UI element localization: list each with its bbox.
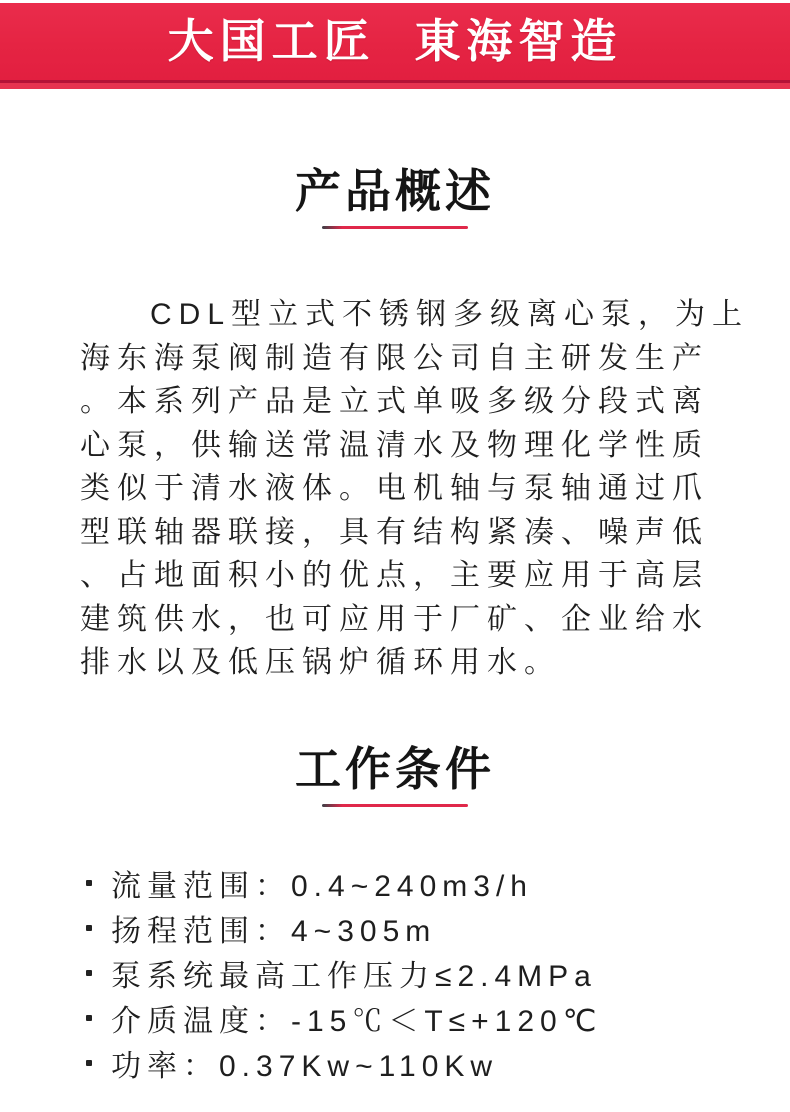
paragraph-line: 排水以及低压锅炉循环用水。 <box>80 646 561 679</box>
bullet-icon <box>86 925 92 931</box>
spec-item-label: 流量范围：0.4~240m3/h <box>111 870 533 903</box>
spec-item-label: 介质温度：-15℃＜T≤+120℃ <box>111 1005 603 1038</box>
paragraph-line: 建筑供水，也可应用于厂矿、企业给水 <box>80 602 709 636</box>
paragraph-line: CDL型立式不锈钢多级离心泵，为上 <box>150 298 750 331</box>
paragraph-line: 、占地面积小的优点，主要应用于高层 <box>80 559 709 592</box>
spec-list <box>86 861 790 1086</box>
brand-banner <box>0 3 790 80</box>
spec-item-power-range <box>86 1041 790 1086</box>
conditions-section-title: 工作条件 <box>295 742 495 795</box>
bullet-icon <box>86 1015 92 1021</box>
overview-section-title: 产品概述 <box>295 165 495 217</box>
paragraph-line: 类似于清水液体。电机轴与泵轴通过爪 <box>80 472 709 505</box>
overview-paragraph <box>80 293 750 685</box>
bullet-icon <box>86 880 92 886</box>
spec-item-label: 功率：0.37Kw~110Kw <box>111 1050 499 1083</box>
conditions-title-underline <box>322 804 468 807</box>
spec-item-max-pressure <box>86 951 790 996</box>
bullet-icon <box>86 970 92 976</box>
spec-item-medium-temperature <box>86 996 790 1041</box>
spec-item-label: 扬程范围：4~305m <box>111 915 437 948</box>
paragraph-line: 海东海泵阀制造有限公司自主研发生产 <box>80 341 709 375</box>
bullet-icon <box>86 1060 92 1066</box>
spec-item-flow-range <box>86 861 790 906</box>
brand-banner-title: 大国工匠 東海智造 <box>167 15 623 67</box>
spec-item-head-range <box>86 906 790 951</box>
paragraph-line: 心泵，供输送常温清水及物理化学性质 <box>80 428 709 462</box>
spec-item-label: 泵系统最高工作压力≤2.4MPa <box>111 960 597 993</box>
banner-bottom-strip <box>0 83 790 89</box>
paragraph-line: 。本系列产品是立式单吸多级分段式离 <box>80 385 709 418</box>
paragraph-line: 型联轴器联接，具有结构紧凑、噪声低 <box>80 515 709 549</box>
overview-title-underline <box>322 226 468 229</box>
